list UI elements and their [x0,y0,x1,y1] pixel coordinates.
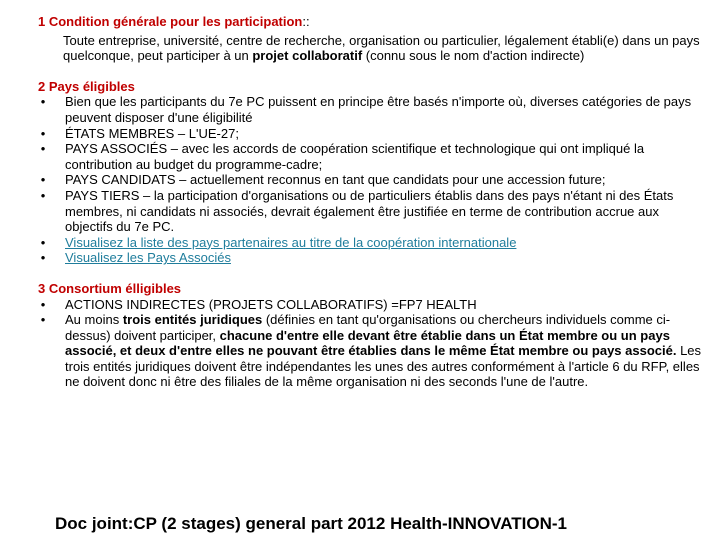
footer-caption: Doc joint:CP (2 stages) general part 2012 Health-INNOVATION-1 [55,514,568,533]
bullet-icon: • [40,250,46,266]
document-body [38,14,702,390]
associated-countries-link[interactable]: Visualisez les Pays Associés [65,250,231,266]
list-item: • ACTIONS INDIRECTES (PROJETS COLLABORATIFS) =FP7 HEALTH [38,297,702,313]
list-item: • Bien que les participants du 7e PC puissent en principe être basés n'importe où, diverses catégories de pays peuvent disposer d'une éligibilité [38,94,702,125]
list-item [38,235,702,251]
section-eligible-consortium [38,281,702,390]
bullet-icon: • [40,125,46,141]
emphasis-text: projet collaboratif [252,48,363,64]
list-item: • Au moins trois entités juridiques (définies en tant qu'organisations ou chercheurs individuels comme ci-dessus) doivent participer, chacune d'entre elle devant être établie dans un État membre ou un pays associé, et deux d'entre elles ne pouvant être établies dans le même État membre ou pays associé. Les trois entités juridiques doivent être indépendantes les unes des autres conformément à l'article 6 du RFP, elles ne doivent donc ni être des filiales de la même organisation ni des seconds l'une de l'autre. [38,312,702,390]
section-eligible-countries [38,79,702,266]
list-item [38,250,702,266]
bullet-icon: • [40,141,46,157]
bullet-icon: • [40,234,46,250]
bullet-icon: • [40,94,46,110]
list-item: • PAYS TIERS – la participation d'organisations ou de particuliers établis dans des pays n'étant ni des États membres, ni candidats ni associés, devrait également être justifiée en terme de contribution accrue aux objectifs du 7e PC. [38,188,702,235]
list-item: • PAYS CANDIDATS – actuellement reconnus en tant que candidats pour une accession future; [38,172,702,188]
section-heading: 2 Pays éligibles [38,78,135,94]
list-item: • ÉTATS MEMBRES – L'UE-27; [38,126,702,142]
bullet-icon: • [40,187,46,203]
eligible-countries-list [38,94,702,266]
partner-countries-link[interactable]: Visualisez la liste des pays partenaires au titre de la coopération internationale [65,234,517,250]
section-general-conditions [38,14,702,64]
bullet-icon: • [40,312,46,328]
bullet-icon: • [40,296,46,312]
intro-paragraph: Toute entreprise, université, centre de recherche, organisation ou particulier, légalement établi(e) dans un pays quelconque, peut participer à un projet collaboratif (connu sous le nom d'action indirecte) [63,32,700,64]
section-heading: 3 Consortium élligibles [38,280,182,296]
list-item: • PAYS ASSOCIÉS – avec les accords de coopération scientifique et technologique qui ont impliqué la contribution au budget du programme-cadre; [38,141,702,172]
consortium-list [38,297,702,391]
section-heading: 1 Condition générale pour les participation:: [38,14,310,29]
bullet-icon: • [40,172,46,188]
